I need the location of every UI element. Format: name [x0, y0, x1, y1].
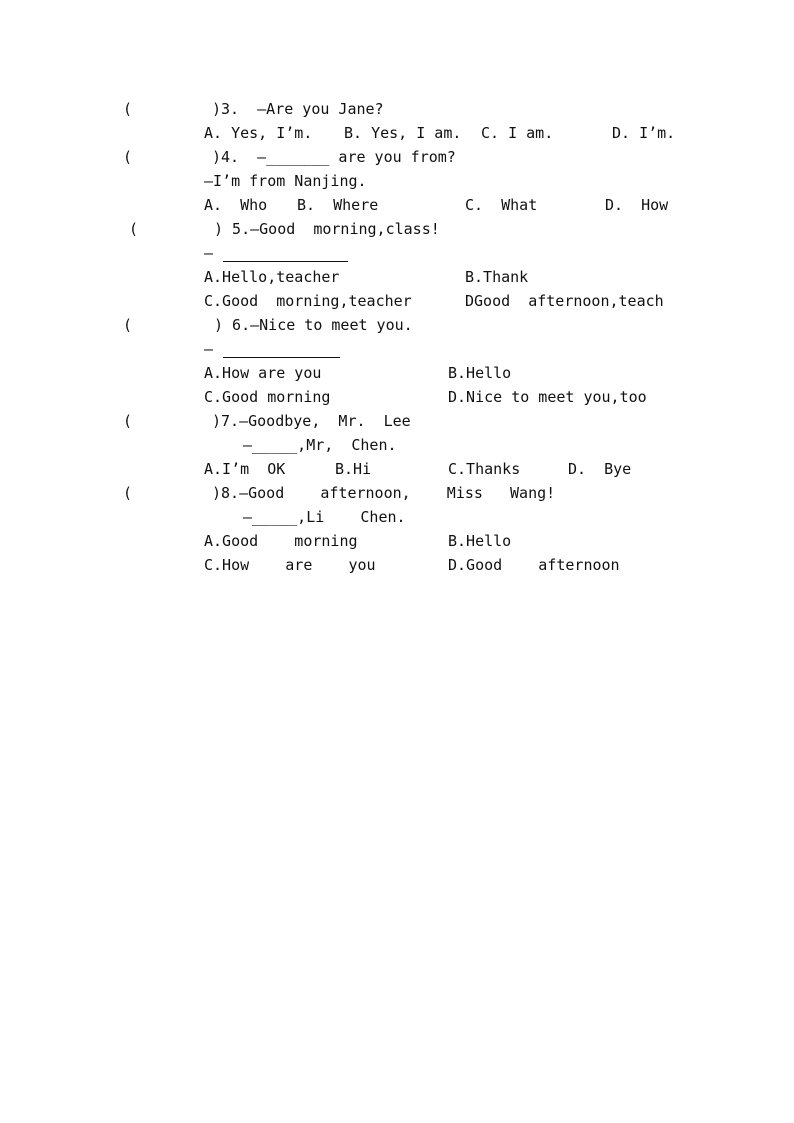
- question-6-response: —: [204, 340, 214, 358]
- question-8-response: —_____,Li Chen.: [243, 508, 406, 526]
- q3-option-b: B. Yes, I am.: [344, 124, 462, 142]
- q5-answer-blank: [223, 261, 348, 262]
- q6-answer-blank: [223, 357, 340, 358]
- answer-paren-q8: (: [123, 484, 133, 502]
- q8-option-a: A.Good morning: [204, 532, 358, 550]
- q6-option-b: B.Hello: [448, 364, 512, 382]
- question-8-stem: )8.—Good afternoon, Miss Wang!: [212, 484, 556, 502]
- q7-option-a: A.I’m OK: [204, 460, 286, 478]
- question-5-stem: ) 5.—Good morning,class!: [214, 220, 440, 238]
- answer-paren-q7: (: [123, 412, 133, 430]
- q4-option-c: C. What: [465, 196, 538, 214]
- q5-option-a: A.Hello,teacher: [204, 268, 340, 286]
- answer-paren-q4: (: [123, 148, 133, 166]
- question-6-stem: ) 6.—Nice to meet you.: [214, 316, 413, 334]
- answer-paren-q3: (: [123, 100, 133, 118]
- question-4-response: —I’m from Nanjing.: [204, 172, 367, 190]
- q7-option-d: D. Bye: [568, 460, 632, 478]
- q4-option-a: A. Who: [204, 196, 268, 214]
- q6-option-d: D.Nice to meet you,too: [448, 388, 647, 406]
- question-3-stem: )3. —Are you Jane?: [212, 100, 384, 118]
- q3-option-d: D. I’m.: [612, 124, 676, 142]
- answer-paren-q5: (: [129, 220, 139, 238]
- q3-option-c: C. I am.: [481, 124, 554, 142]
- q8-option-d: D.Good afternoon: [448, 556, 620, 574]
- q4-option-d: D. How: [605, 196, 669, 214]
- q3-option-a: A. Yes, I’m.: [204, 124, 313, 142]
- q6-option-a: A.How are you: [204, 364, 322, 382]
- q6-option-c: C.Good morning: [204, 388, 331, 406]
- q7-option-b: B.Hi: [335, 460, 372, 478]
- question-7-stem: )7.—Goodbye, Mr. Lee: [212, 412, 411, 430]
- answer-paren-q6: (: [123, 316, 133, 334]
- q8-option-c: C.How are you: [204, 556, 376, 574]
- q5-option-c: C.Good morning,teacher: [204, 292, 412, 310]
- q5-option-d: DGood afternoon,teach: [465, 292, 664, 310]
- q8-option-b: B.Hello: [448, 532, 512, 550]
- question-5-response: —: [204, 244, 214, 262]
- q4-option-b: B. Where: [297, 196, 379, 214]
- question-7-response: —_____,Mr, Chen.: [243, 436, 397, 454]
- q5-option-b: B.Thank: [465, 268, 529, 286]
- question-4-stem: )4. —_______ are you from?: [212, 148, 456, 166]
- q7-option-c: C.Thanks: [448, 460, 521, 478]
